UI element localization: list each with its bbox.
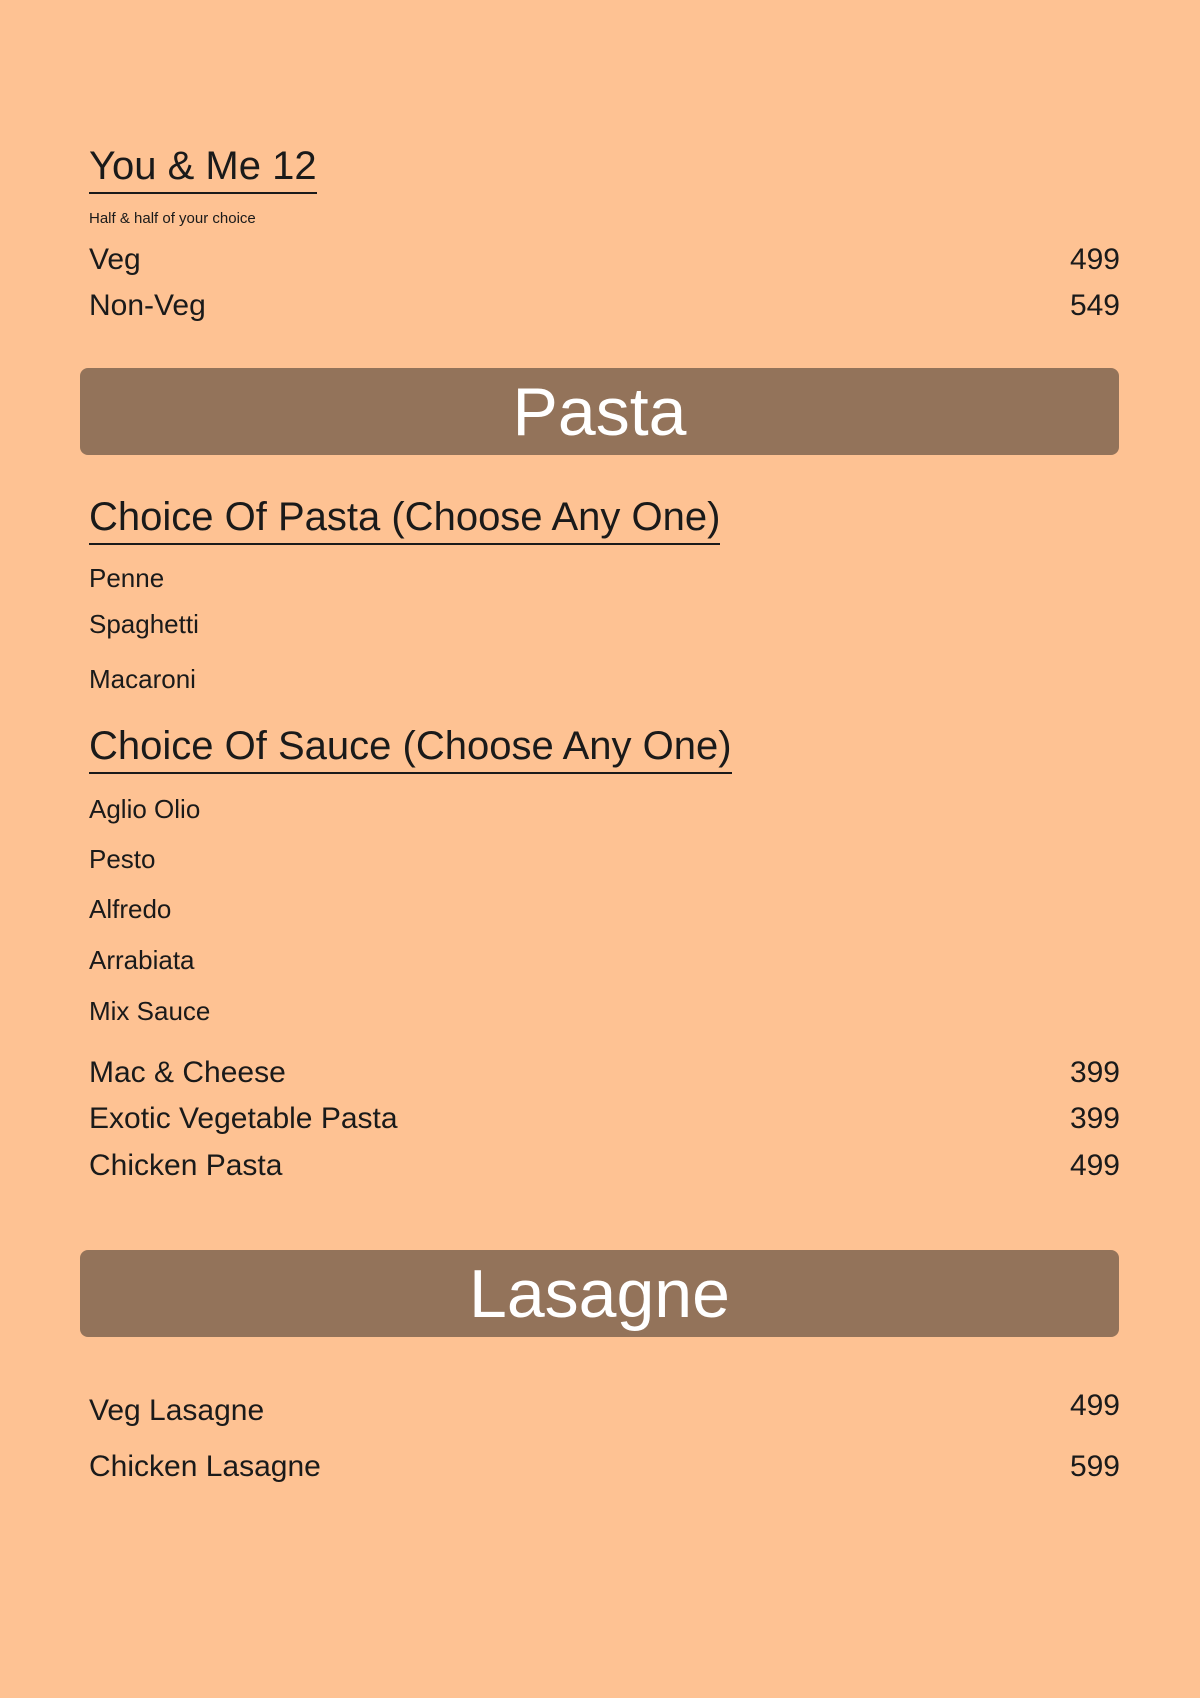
sauce-option: Arrabiata	[89, 945, 195, 975]
lasagne-banner-title: Lasagne	[469, 1255, 730, 1332]
menu-item-name: Exotic Vegetable Pasta	[89, 1102, 398, 1135]
menu-item-price: 549	[1069, 289, 1120, 322]
pasta-option: Penne	[89, 563, 165, 593]
menu-item-price: 499	[1069, 1149, 1120, 1182]
lasagne-banner	[80, 1250, 1119, 1337]
sauce-option: Alfredo	[89, 894, 172, 924]
pasta-option: Macaroni	[89, 664, 196, 694]
sauce-option: Aglio Olio	[89, 794, 201, 824]
menu-item-name: Chicken Pasta	[89, 1149, 283, 1182]
sauce-choice-heading: Choice Of Sauce (Choose Any One)	[89, 722, 732, 774]
menu-item-price: 499	[1069, 1389, 1120, 1422]
you-and-me-heading: You & Me 12	[89, 142, 317, 194]
you-and-me-subtitle: Half & half of your choice	[89, 210, 256, 227]
menu-item-name: Non-Veg	[89, 289, 206, 322]
menu-item-name: Veg Lasagne	[89, 1394, 265, 1427]
menu-item-price: 599	[1069, 1450, 1120, 1483]
menu-item-price: 399	[1069, 1102, 1120, 1135]
pasta-banner	[80, 368, 1119, 455]
pasta-choice-heading: Choice Of Pasta (Choose Any One)	[89, 493, 720, 545]
menu-item-price: 499	[1069, 243, 1120, 276]
menu-item-price: 399	[1069, 1056, 1120, 1089]
sauce-option: Mix Sauce	[89, 996, 211, 1026]
menu-item-name: Veg	[89, 243, 141, 276]
pasta-banner-title: Pasta	[512, 373, 687, 450]
menu-item-name: Mac & Cheese	[89, 1056, 286, 1089]
pasta-option: Spaghetti	[89, 609, 199, 639]
sauce-option: Pesto	[89, 844, 156, 874]
menu-item-name: Chicken Lasagne	[89, 1450, 321, 1483]
